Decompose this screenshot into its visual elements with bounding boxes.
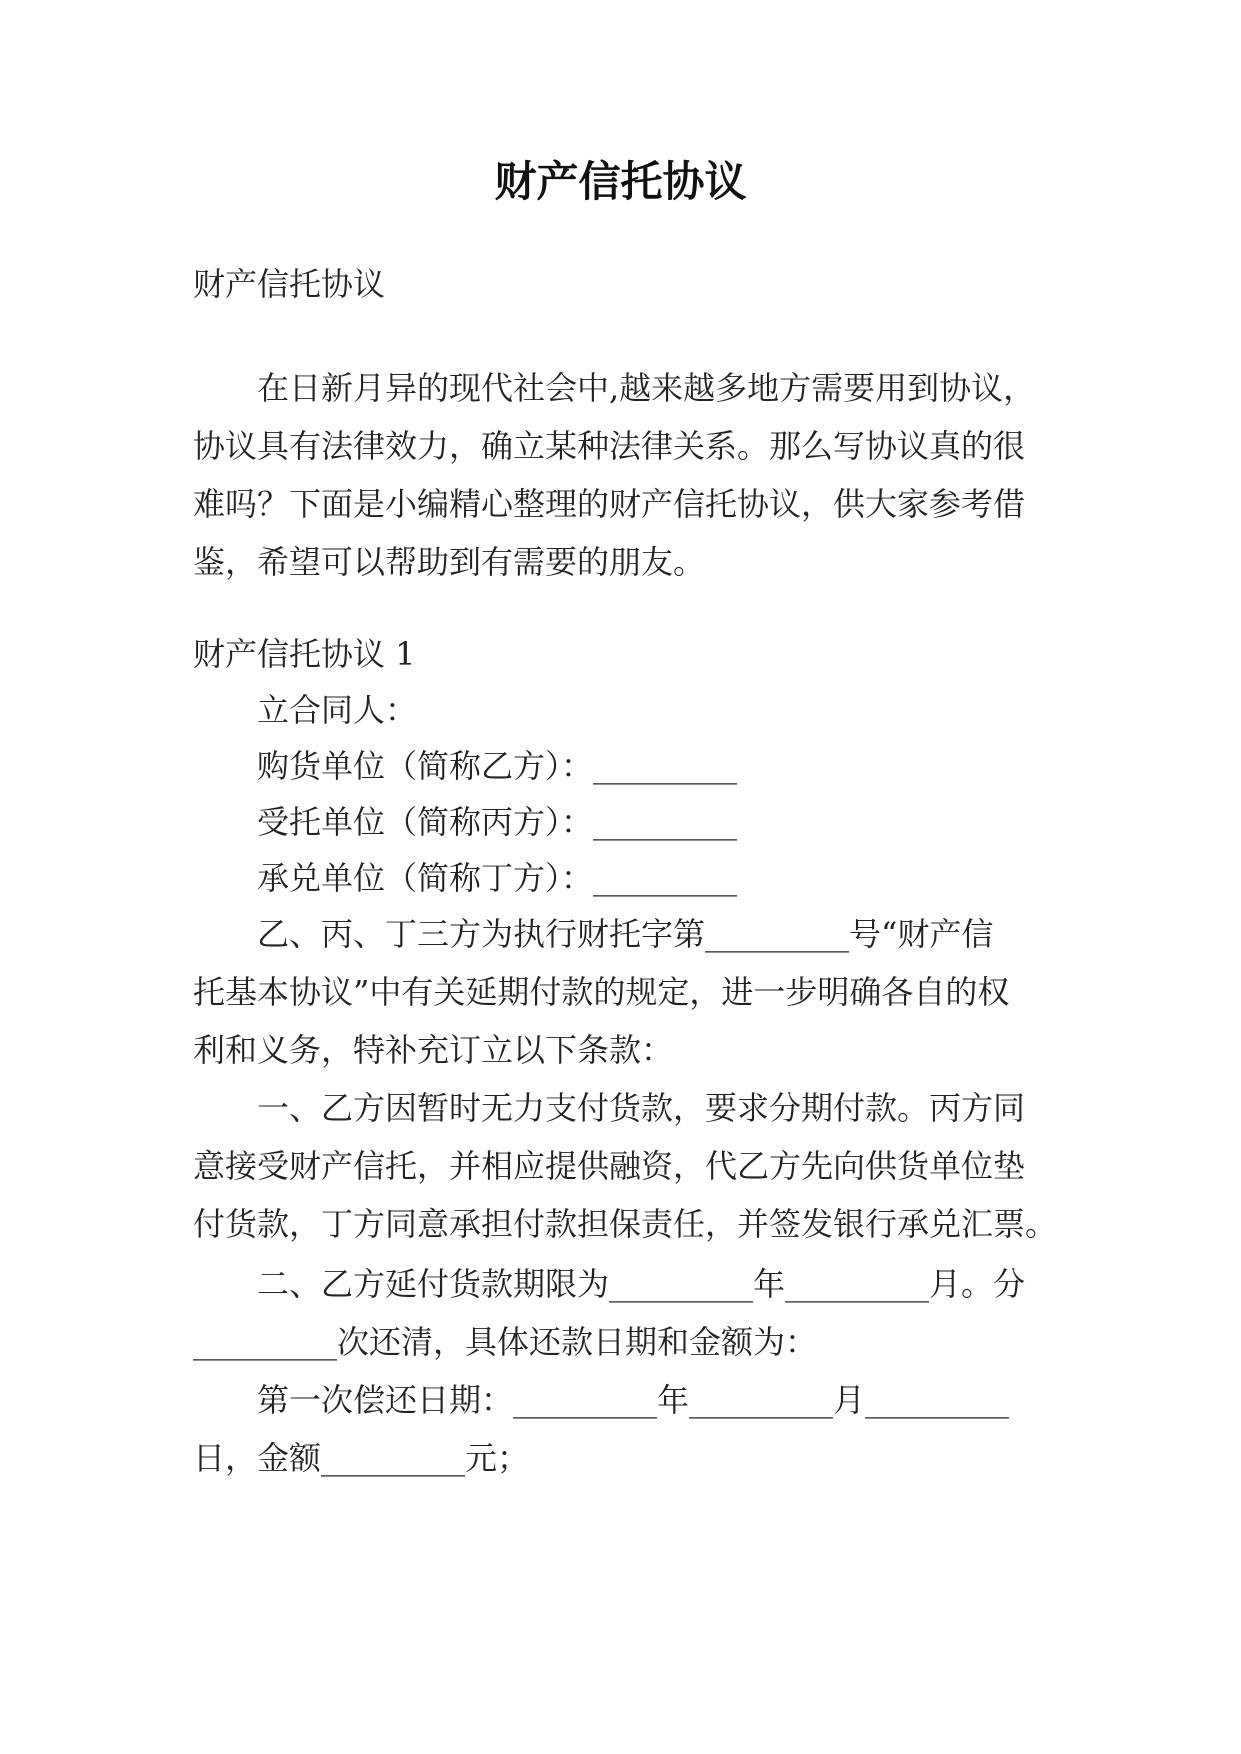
clause-1-line: 付货款，丁方同意承担付款担保责任，并签发银行承兑汇票。 [193,1205,1058,1243]
intro-paragraph-line: 在日新月异的现代社会中,越来越多地方需要用到协议， [257,369,1036,407]
clause-2-line: _________次还清，具体还款日期和金额为： [193,1323,818,1361]
intro-paragraph-line: 鉴，希望可以帮助到有需要的朋友。 [193,543,706,581]
parties-intro: 立合同人： [257,691,418,729]
repayment-line: 第一次偿还日期：_________年_________月_________ [257,1381,1010,1419]
intro-paragraph-line: 协议具有法律效力，确立某种法律关系。那么写协议真的很 [193,427,1026,465]
preamble-line: 托基本协议”中有关延期付款的规定，进一步明确各自的权 [193,973,1010,1011]
party-buyer-line: 购货单位（简称乙方）：_________ [257,747,738,785]
document-subtitle: 财产信托协议 [193,265,386,303]
intro-paragraph-line: 难吗？下面是小编精心整理的财产信托协议，供大家参考借 [193,485,1026,523]
section-heading: 财产信托协议 1 [193,635,416,673]
repayment-line: 日，金额_________元； [193,1439,530,1477]
party-acceptor-line: 承兑单位（简称丁方）：_________ [257,859,738,897]
clause-2-line: 二、乙方延付货款期限为_________年_________月。分 [257,1265,1026,1303]
preamble-line: 利和义务，特补充订立以下条款： [193,1031,674,1069]
party-trustee-line: 受托单位（简称丙方）：_________ [257,803,738,841]
clause-1-line: 意接受财产信托，并相应提供融资，代乙方先向供货单位垫 [193,1147,1026,1185]
clause-1-line: 一、乙方因暂时无力支付货款，要求分期付款。丙方同 [257,1089,1026,1127]
preamble-line: 乙、丙、丁三方为执行财托字第_________号“财产信 [257,915,994,953]
document-title: 财产信托协议 [494,157,747,206]
